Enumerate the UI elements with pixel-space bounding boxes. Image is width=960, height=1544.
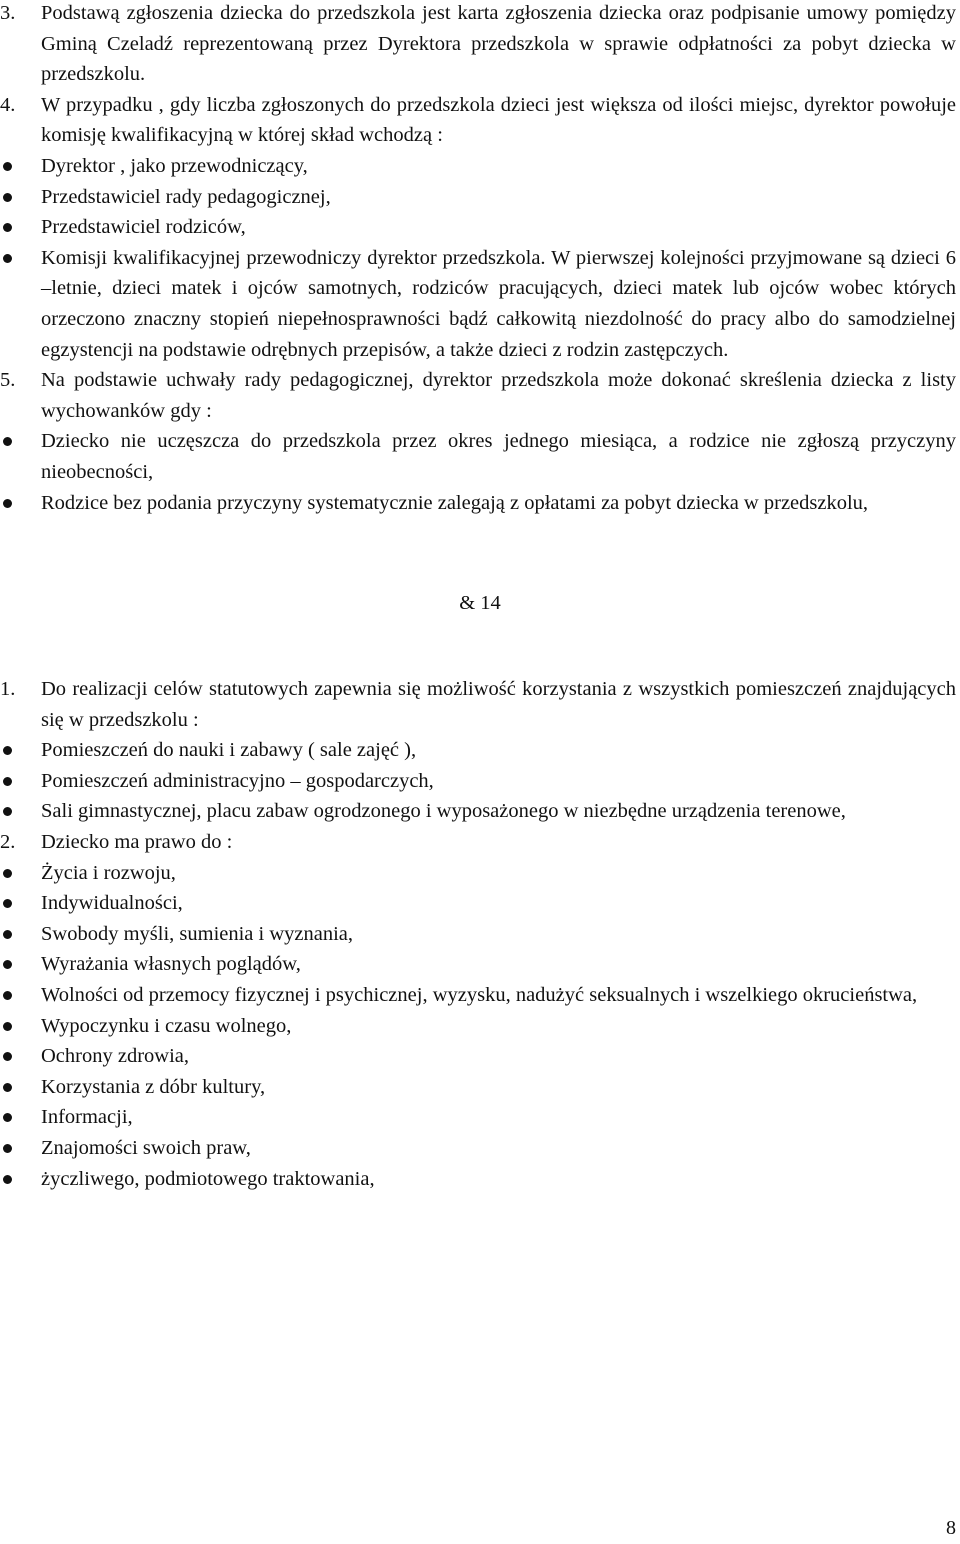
bullet-text: Korzystania z dóbr kultury, <box>41 1075 266 1098</box>
paragraph-text: Do realizacji celów statutowych zapewnia się możliwość korzystania z wszystkich pomieszczeń znajdujących się w przedszkolu : <box>41 678 956 731</box>
bullet-commission-body <box>0 243 956 365</box>
bullet-item <box>0 1164 960 1195</box>
bullet-item <box>0 1011 960 1042</box>
paragraph-text: Dziecko ma prawo do : <box>41 830 233 853</box>
paragraph-number: 1. <box>0 678 16 700</box>
bullet-item <box>0 182 960 213</box>
bullet-text: Ochrony zdrowia, <box>41 1045 190 1068</box>
bullet-item <box>0 1102 960 1133</box>
bullet-item <box>0 1133 960 1164</box>
paragraph-point-3 <box>0 0 960 90</box>
bullet-text: Dziecko nie uczęszcza do przedszkola przez okres jednego miesiąca, a rodzice nie zgłoszą przyczyny nieobecności, <box>41 430 956 483</box>
bullet-item <box>0 919 960 950</box>
bullet-item <box>0 735 960 766</box>
paragraph-text: Na podstawie uchwały rady pedagogicznej, dyrektor przedszkola może dokonać skreślenia dziecka z listy wychowanków gdy : <box>41 369 956 422</box>
bullet-text: Indywidualności, <box>41 892 183 915</box>
bullet-text: Przedstawiciel rady pedagogicznej, <box>41 185 331 208</box>
paragraph-point-4 <box>0 90 960 151</box>
bullet-item <box>0 796 960 827</box>
bullet-item <box>0 766 960 797</box>
page-number: 8 <box>946 1517 956 1539</box>
section-heading: & 14 <box>459 592 501 614</box>
bullet-item <box>0 888 960 919</box>
bullet-text: Pomieszczeń do nauki i zabawy ( sale zajęć ), <box>41 739 417 762</box>
paragraph-text: W przypadku , gdy liczba zgłoszonych do przedszkola dzieci jest większa od ilości miejsc, dyrektor powołuje komisję kwalifikacyjną w której skład wchodzą : <box>41 93 956 147</box>
bullet-text: Przedstawiciel rodziców, <box>41 216 246 239</box>
bullet-text: Znajomości swoich praw, <box>41 1136 251 1159</box>
bullet-text: Życia i rozwoju, <box>41 861 176 884</box>
bullet-item <box>0 858 960 889</box>
bullet-item <box>0 1041 960 1072</box>
bullet-text: Swobody myśli, sumienia i wyznania, <box>41 922 354 945</box>
bullet-text: Pomieszczeń administracyjno – gospodarczych, <box>41 769 434 792</box>
bullet-item-commission <box>0 243 960 365</box>
bullet-text: Sali gimnastycznej, placu zabaw ogrodzonego i wyposażonego w niezbędne urządzenia terenowe, <box>41 800 846 823</box>
bullet-text: życzliwego, podmiotowego traktowania, <box>41 1167 375 1190</box>
paragraph-number: 5. <box>0 369 16 392</box>
bullet-text: Wolności od przemocy fizycznej i psychicznej, wyzysku, nadużyć seksualnych i wszelkiego okrucieństwa, <box>41 983 918 1006</box>
paragraph-number: 2. <box>0 830 16 853</box>
bullet-text: Dyrektor , jako przewodniczący, <box>41 154 308 177</box>
bullet-item <box>0 980 960 1011</box>
bullet-item <box>0 949 960 980</box>
bullet-text: Wyrażania własnych poglądów, <box>41 953 301 976</box>
bullet-item <box>0 426 960 487</box>
bullet-text: Rodzice bez podania przyczyny systematycznie zalegają z opłatami za pobyt dziecka w przedszkolu, <box>41 491 869 514</box>
bullet-rest-text: W pierwszej kolejności przyjmowane są dzieci 6 –letnie, dzieci matek i ojców samotnych, rodziców pracujących, dzieci matek lub ojców wobec których orzeczono znaczny stopień niepełnosprawności bądź całkowitą niezdolność do pracy albo do samodzielnej egzystencji na podstawie odrębnych przepisów, a także dzieci z rodzin zastępczych. <box>41 246 956 361</box>
paragraph-text: Podstawą zgłoszenia dziecka do przedszkola jest karta zgłoszenia dziecka oraz podpisanie umowy pomiędzy Gminą Czeladź reprezentowaną przez Dyrektora przedszkola w sprawie odpłatności za pobyt dziecka w przedszkolu. <box>41 2 956 86</box>
paragraph-point-5 <box>0 365 960 426</box>
paragraph-s14-point-2 <box>0 827 960 858</box>
bullet-lead-text: Komisji kwalifikacyjnej przewodniczy dyrektor przedszkola. <box>41 246 546 269</box>
section-14 <box>0 674 960 1194</box>
bullet-item <box>0 1072 960 1103</box>
paragraph-number: 3. <box>0 2 16 24</box>
intro-section <box>0 0 960 518</box>
paragraph-number: 4. <box>0 93 16 116</box>
bullet-item <box>0 488 960 519</box>
bullet-text: Informacji, <box>41 1106 133 1129</box>
bullet-text: Wypoczynku i czasu wolnego, <box>41 1014 292 1037</box>
bullet-item <box>0 212 960 243</box>
bullet-item <box>0 151 960 182</box>
paragraph-s14-point-1 <box>0 674 960 735</box>
